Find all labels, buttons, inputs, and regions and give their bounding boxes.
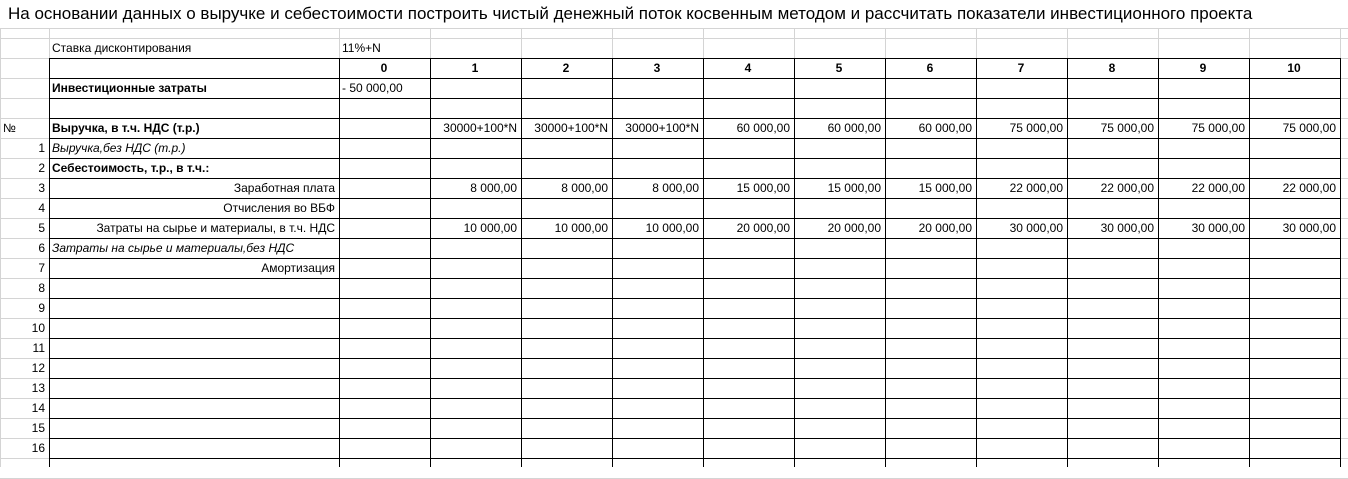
cell-border-horizontal <box>49 98 1341 99</box>
revenue-label[interactable]: Выручка, в т.ч. НДС (т.р.) <box>52 121 200 135</box>
row-value[interactable]: 30 000,00 <box>1009 221 1063 235</box>
row-value[interactable]: 22 000,00 <box>1191 181 1245 195</box>
row-value[interactable]: 8 000,00 <box>561 181 608 195</box>
row-number[interactable]: 13 <box>31 381 45 395</box>
discount-rate-value[interactable]: 11%+N <box>342 41 381 55</box>
cell-border-horizontal <box>49 318 1341 319</box>
cell-border-vertical <box>1067 58 1068 467</box>
revenue-value[interactable]: 30000+100*N <box>443 121 517 135</box>
period-header[interactable]: 2 <box>562 61 570 75</box>
revenue-value[interactable]: 75 000,00 <box>1191 121 1245 135</box>
period-header[interactable]: 5 <box>835 61 843 75</box>
cell-border-horizontal <box>49 338 1341 339</box>
row-number[interactable]: 16 <box>31 441 45 455</box>
row-label[interactable]: Амортизация <box>261 261 335 275</box>
row-value[interactable]: 30 000,00 <box>1282 221 1336 235</box>
cell-border-vertical <box>703 58 704 467</box>
cell-border-vertical <box>885 58 886 467</box>
row-value[interactable]: 10 000,00 <box>463 221 517 235</box>
cell-border-horizontal <box>49 418 1341 419</box>
cell-border-vertical <box>430 58 431 467</box>
revenue-value[interactable]: 75 000,00 <box>1100 121 1154 135</box>
cell-border-horizontal <box>49 378 1341 379</box>
gridline-vertical <box>0 28 1 467</box>
period-header[interactable]: 0 <box>380 61 388 75</box>
row-value[interactable]: 30 000,00 <box>1100 221 1154 235</box>
row-number[interactable]: 2 <box>38 161 45 175</box>
cell-border-vertical <box>1340 58 1341 467</box>
row-number[interactable]: 4 <box>38 201 45 215</box>
period-header[interactable]: 4 <box>744 61 752 75</box>
period-header[interactable]: 1 <box>471 61 479 75</box>
number-header[interactable]: № <box>3 121 16 135</box>
row-value[interactable]: 15 000,00 <box>736 181 790 195</box>
period-header[interactable]: 10 <box>1287 61 1301 75</box>
row-value[interactable]: 10 000,00 <box>645 221 699 235</box>
period-header[interactable]: 3 <box>653 61 661 75</box>
revenue-value[interactable]: 60 000,00 <box>918 121 972 135</box>
gridline-horizontal <box>0 28 1348 29</box>
revenue-value[interactable]: 60 000,00 <box>736 121 790 135</box>
cell-border-horizontal <box>49 278 1341 279</box>
row-value[interactable]: 20 000,00 <box>736 221 790 235</box>
cell-border-vertical <box>794 58 795 467</box>
cell-border-vertical <box>976 58 977 467</box>
row-value[interactable]: 22 000,00 <box>1100 181 1154 195</box>
row-value[interactable]: 15 000,00 <box>918 181 972 195</box>
row-value[interactable]: 10 000,00 <box>554 221 608 235</box>
row-value[interactable]: 20 000,00 <box>918 221 972 235</box>
row-number[interactable]: 14 <box>31 401 45 415</box>
row-value[interactable]: 8 000,00 <box>652 181 699 195</box>
row-number[interactable]: 5 <box>38 221 45 235</box>
cell-border-vertical <box>339 58 340 467</box>
cell-border-vertical <box>49 58 50 467</box>
row-value[interactable]: 30 000,00 <box>1191 221 1245 235</box>
cell-border-horizontal <box>49 398 1341 399</box>
revenue-value[interactable]: 30000+100*N <box>625 121 699 135</box>
row-number[interactable]: 8 <box>38 281 45 295</box>
row-value[interactable]: 15 000,00 <box>827 181 881 195</box>
row-label[interactable]: Затраты на сырье и материалы, в т.ч. НДС <box>96 221 335 235</box>
cell-border-horizontal <box>49 298 1341 299</box>
period-header[interactable]: 7 <box>1017 61 1025 75</box>
row-number[interactable]: 11 <box>32 341 45 355</box>
row-label[interactable]: Затраты на сырье и материалы,без НДС <box>52 241 295 255</box>
period-header[interactable]: 9 <box>1199 61 1207 75</box>
revenue-value[interactable]: 75 000,00 <box>1282 121 1336 135</box>
row-number[interactable]: 3 <box>38 181 45 195</box>
period-header[interactable]: 8 <box>1108 61 1116 75</box>
period-header[interactable]: 6 <box>926 61 934 75</box>
revenue-value[interactable]: 60 000,00 <box>827 121 881 135</box>
revenue-value[interactable]: 30000+100*N <box>534 121 608 135</box>
discount-rate-label[interactable]: Ставка дисконтирования <box>52 41 192 55</box>
cell-border-vertical <box>1158 58 1159 467</box>
cell-border-horizontal <box>49 458 1341 459</box>
row-number[interactable]: 6 <box>38 241 45 255</box>
cell-border-horizontal <box>49 358 1341 359</box>
row-number[interactable]: 7 <box>38 261 45 275</box>
row-number[interactable]: 9 <box>38 301 45 315</box>
sheet-title: На основании данных о выручке и себестоимости построить чистый денежный поток косвенным методом и рассчитать показатели инвестиционного проекта <box>8 4 1253 23</box>
row-label[interactable]: Выручка,без НДС (т.р.) <box>52 141 186 155</box>
row-number[interactable]: 1 <box>38 141 45 155</box>
investment-label[interactable]: Инвестиционные затраты <box>52 81 207 95</box>
row-label[interactable]: Заработная плата <box>233 181 335 195</box>
row-value[interactable]: 20 000,00 <box>827 221 881 235</box>
cell-border-vertical <box>612 58 613 467</box>
row-number[interactable]: 12 <box>31 361 45 375</box>
row-value[interactable]: 22 000,00 <box>1282 181 1336 195</box>
revenue-value[interactable]: 75 000,00 <box>1009 121 1063 135</box>
row-label[interactable]: Себестоимость, т.р., в т.ч.: <box>52 161 210 175</box>
row-value[interactable]: 8 000,00 <box>470 181 517 195</box>
row-number[interactable]: 10 <box>31 321 45 335</box>
cell-border-vertical <box>1249 58 1250 467</box>
investment-value[interactable]: - 50 000,00 <box>342 81 403 95</box>
row-label[interactable]: Отчисления во ВБФ <box>223 201 335 215</box>
cell-border-horizontal <box>49 438 1341 439</box>
row-number[interactable]: 15 <box>31 421 45 435</box>
cell-border-vertical <box>521 58 522 467</box>
row-value[interactable]: 22 000,00 <box>1009 181 1063 195</box>
